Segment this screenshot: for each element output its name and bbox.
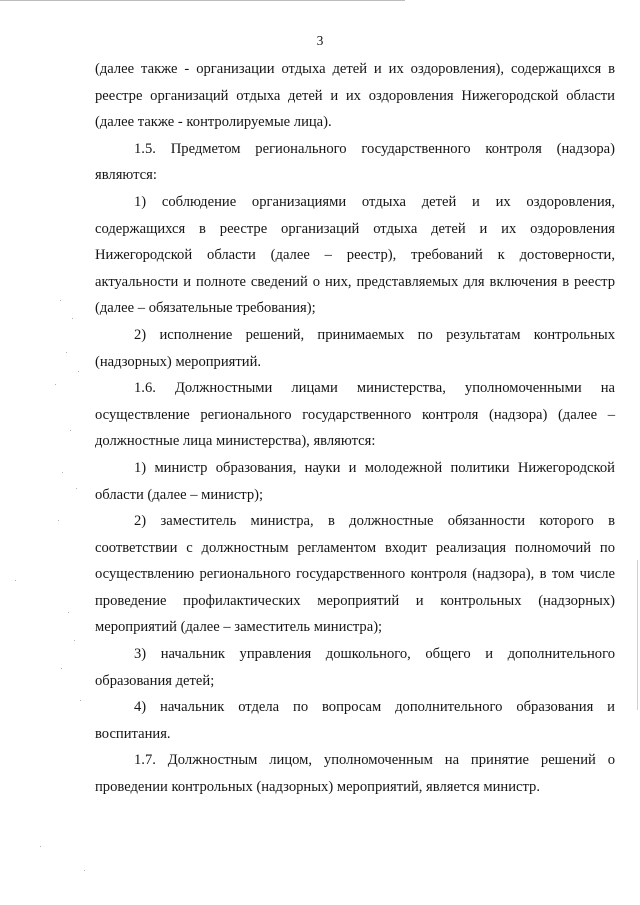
document-body	[95, 56, 615, 801]
paragraph-1-5-item-1: 1) соблюдение организациями отдыха детей и их оздоровления, содержащихся в реестре организаций отдыха детей и их оздоровления Нижегородской области (далее – реестр), требований к достоверности, актуальности и полноте сведений о них, представляемых для включения в реестр (далее – обязательные требования);	[95, 193, 615, 317]
page-number: 3	[316, 33, 324, 48]
paragraph-1-6-item-4: 4) начальник отдела по вопросам дополнительного образования и воспитания.	[95, 699, 615, 742]
scan-right-edge	[637, 560, 638, 710]
scan-top-rule	[0, 0, 405, 1]
paragraph-1-6-item-2: 2) заместитель министра, в должностные обязанности которого в соответствии с должностным регламентом входит реализация полномочий по осуществлению регионального государственного контроля (надзора), в том числе проведение профилактических мероприятий и контрольных (надзорных) мероприятий (далее – заместитель министра);	[95, 513, 615, 636]
paragraph-1-7: 1.7. Должностным лицом, уполномоченным на принятие решений о проведении контрольных (надзорных) мероприятий, является министр.	[95, 752, 615, 796]
paragraph-1-5-item-2: 2) исполнение решений, принимаемых по результатам контрольных (надзорных) мероприятий.	[95, 326, 615, 370]
scan-margin-noise	[0, 0, 95, 905]
paragraph-1-6-item-3: 3) начальник управления дошкольного, общего и дополнительного образования детей;	[95, 646, 615, 689]
paragraph-1-5: 1.5. Предметом регионального государственного контроля (надзора) являются:	[95, 140, 615, 184]
paragraph-1-6-item-1: 1) министр образования, науки и молодежной политики Нижегородской области (далее – министр);	[95, 459, 615, 503]
paragraph-continuation: (далее также - организации отдыха детей и их оздоровления), содержащихся в реестре организаций отдыха детей и их оздоровления Нижегородской области (далее также - контролируемые лица).	[95, 61, 615, 131]
paragraph-1-6: 1.6. Должностными лицами министерства, уполномоченными на осуществление регионального государственного контроля (надзора) (далее – должностные лица министерства), являются:	[95, 380, 615, 450]
